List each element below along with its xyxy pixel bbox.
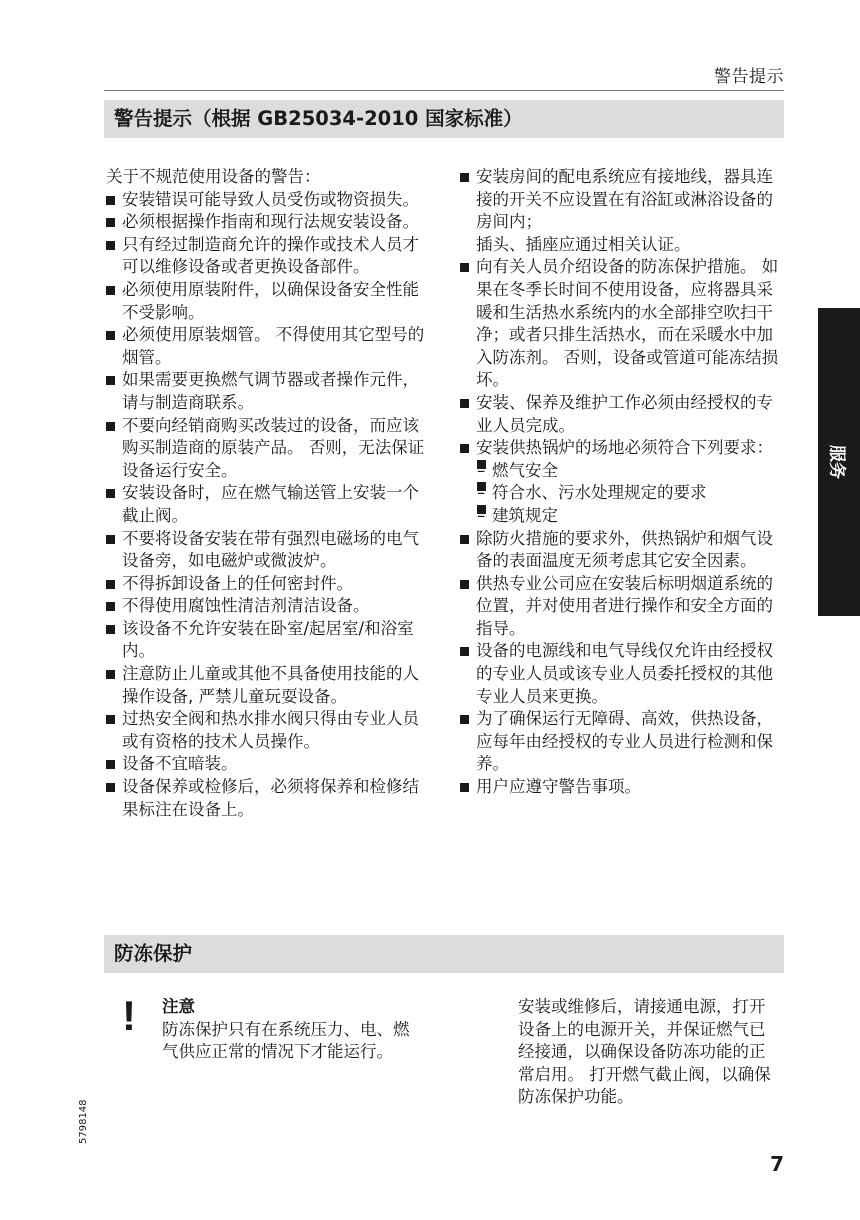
list-item: 设备保养或检修后，必须将保养和检修结果标注在设备上。: [106, 776, 434, 821]
list-item-text: 安装供热锅炉的场地必须符合下列要求：: [476, 438, 773, 458]
list-item: [460, 166, 782, 256]
list-item: 必须根据操作指南和现行法规安装设备。: [106, 211, 434, 234]
list-item: 设备的电源线和电气导线仅允许由经授权的专业人员或该专业人员委托授权的其他专业人员来更换。: [460, 640, 782, 708]
list-item-subtext: 插头、插座应通过相关认证。: [476, 234, 691, 254]
list-item: 该设备不允许安装在卧室/起居室/和浴室内。: [106, 618, 434, 663]
section-title-frost-protection: 防冻保护: [104, 935, 784, 973]
warning-intro: 关于不规范使用设备的警告：: [106, 167, 321, 186]
side-tab-label: 服务: [826, 445, 847, 479]
side-tab: [818, 308, 860, 616]
list-item: 只有经过制造商允许的操作或技术人员才可以维修设备或者更换设备部件。: [106, 234, 434, 279]
requirement-dash-list: [476, 460, 782, 528]
warning-right-column: [460, 166, 782, 799]
list-item: 为了确保运行无障碍、高效，供热设备，应每年由经授权的专业人员进行检测和保养。: [460, 708, 782, 776]
list-item: 必须使用原装附件，以确保设备安全性能不受影响。: [106, 279, 434, 324]
list-item: [460, 437, 782, 527]
list-item: 除防火措施的要求外，供热锅炉和烟气设备的表面温度无须考虑其它安全因素。: [460, 528, 782, 573]
list-item: 安装设备时，应在燃气输送管上安装一个截止阀。: [106, 482, 434, 527]
list-item: 用户应遵守警告事项。: [460, 776, 782, 799]
list-item: 不要向经销商购买改装过的设备，而应该购买制造商的原装产品。 否则，无法保证设备运行安全。: [106, 415, 434, 483]
list-item: 安装、保养及维护工作必须由经授权的专业人员完成。: [460, 392, 782, 437]
page-number: 7: [770, 1152, 784, 1176]
section-title-warning: 警告提示（根据 GB25034-2010 国家标准）: [104, 100, 784, 138]
list-item: 必须使用原装烟管。 不得使用其它型号的烟管。: [106, 324, 434, 369]
warning-list-left: [106, 189, 434, 822]
list-item: 如果需要更换燃气调节器或者操作元件，请与制造商联系。: [106, 369, 434, 414]
exclamation-icon: !: [122, 992, 136, 1039]
document-number: 5798148: [78, 1099, 89, 1144]
list-item: 不要将设备安装在带有强烈电磁场的电气设备旁，如电磁炉或微波炉。: [106, 528, 434, 573]
notice-title: 注意: [162, 997, 195, 1016]
list-item: 设备不宜暗装。: [106, 753, 434, 776]
warning-list-right: [460, 166, 782, 799]
warning-left-column: [106, 166, 434, 821]
list-item: 安装错误可能导致人员受伤或物资损失。: [106, 189, 434, 212]
dash-item: – 燃气安全: [476, 460, 782, 483]
list-item: 过热安全阀和热水排水阀只得由专业人员或有资格的技术人员操作。: [106, 708, 434, 753]
list-item: 注意防止儿童或其他不具备使用技能的人操作设备, 严禁儿童玩耍设备。: [106, 663, 434, 708]
header-rule: [104, 90, 784, 91]
notice-block: [162, 996, 424, 1064]
list-item: 向有关人员介绍设备的防冻保护措施。 如果在冬季长时间不使用设备，应将器具采暖和生活热水系统内的水全部排空吹扫干净；或者只排生活热水，而在采暖水中加入防冻剂。 否则，设备或管道可能冻结损坏。: [460, 256, 782, 392]
frost-instructions: 安装或维修后，请接通电源，打开设备上的电源开关，并保证燃气已经接通，以确保设备防冻功能的正常启用。 打开燃气截止阀，以确保防冻保护功能。: [518, 997, 771, 1107]
list-item: 供热专业公司应在安装后标明烟道系统的位置，并对使用者进行操作和安全方面的指导。: [460, 573, 782, 641]
list-item: 不得使用腐蚀性清洁剂清洁设备。: [106, 595, 434, 618]
running-header: 警告提示: [714, 67, 784, 87]
list-item: 不得拆卸设备上的任何密封件。: [106, 573, 434, 596]
list-item-text: 安装房间的配电系统应有接地线，器具连接的开关不应设置在有浴缸或淋浴设备的房间内；: [476, 167, 773, 232]
dash-item: – 建筑规定: [476, 505, 782, 528]
dash-item: – 符合水、污水处理规定的要求: [476, 482, 782, 505]
notice-text: 防冻保护只有在系统压力、电、燃气供应正常的情况下才能运行。: [162, 1019, 410, 1062]
